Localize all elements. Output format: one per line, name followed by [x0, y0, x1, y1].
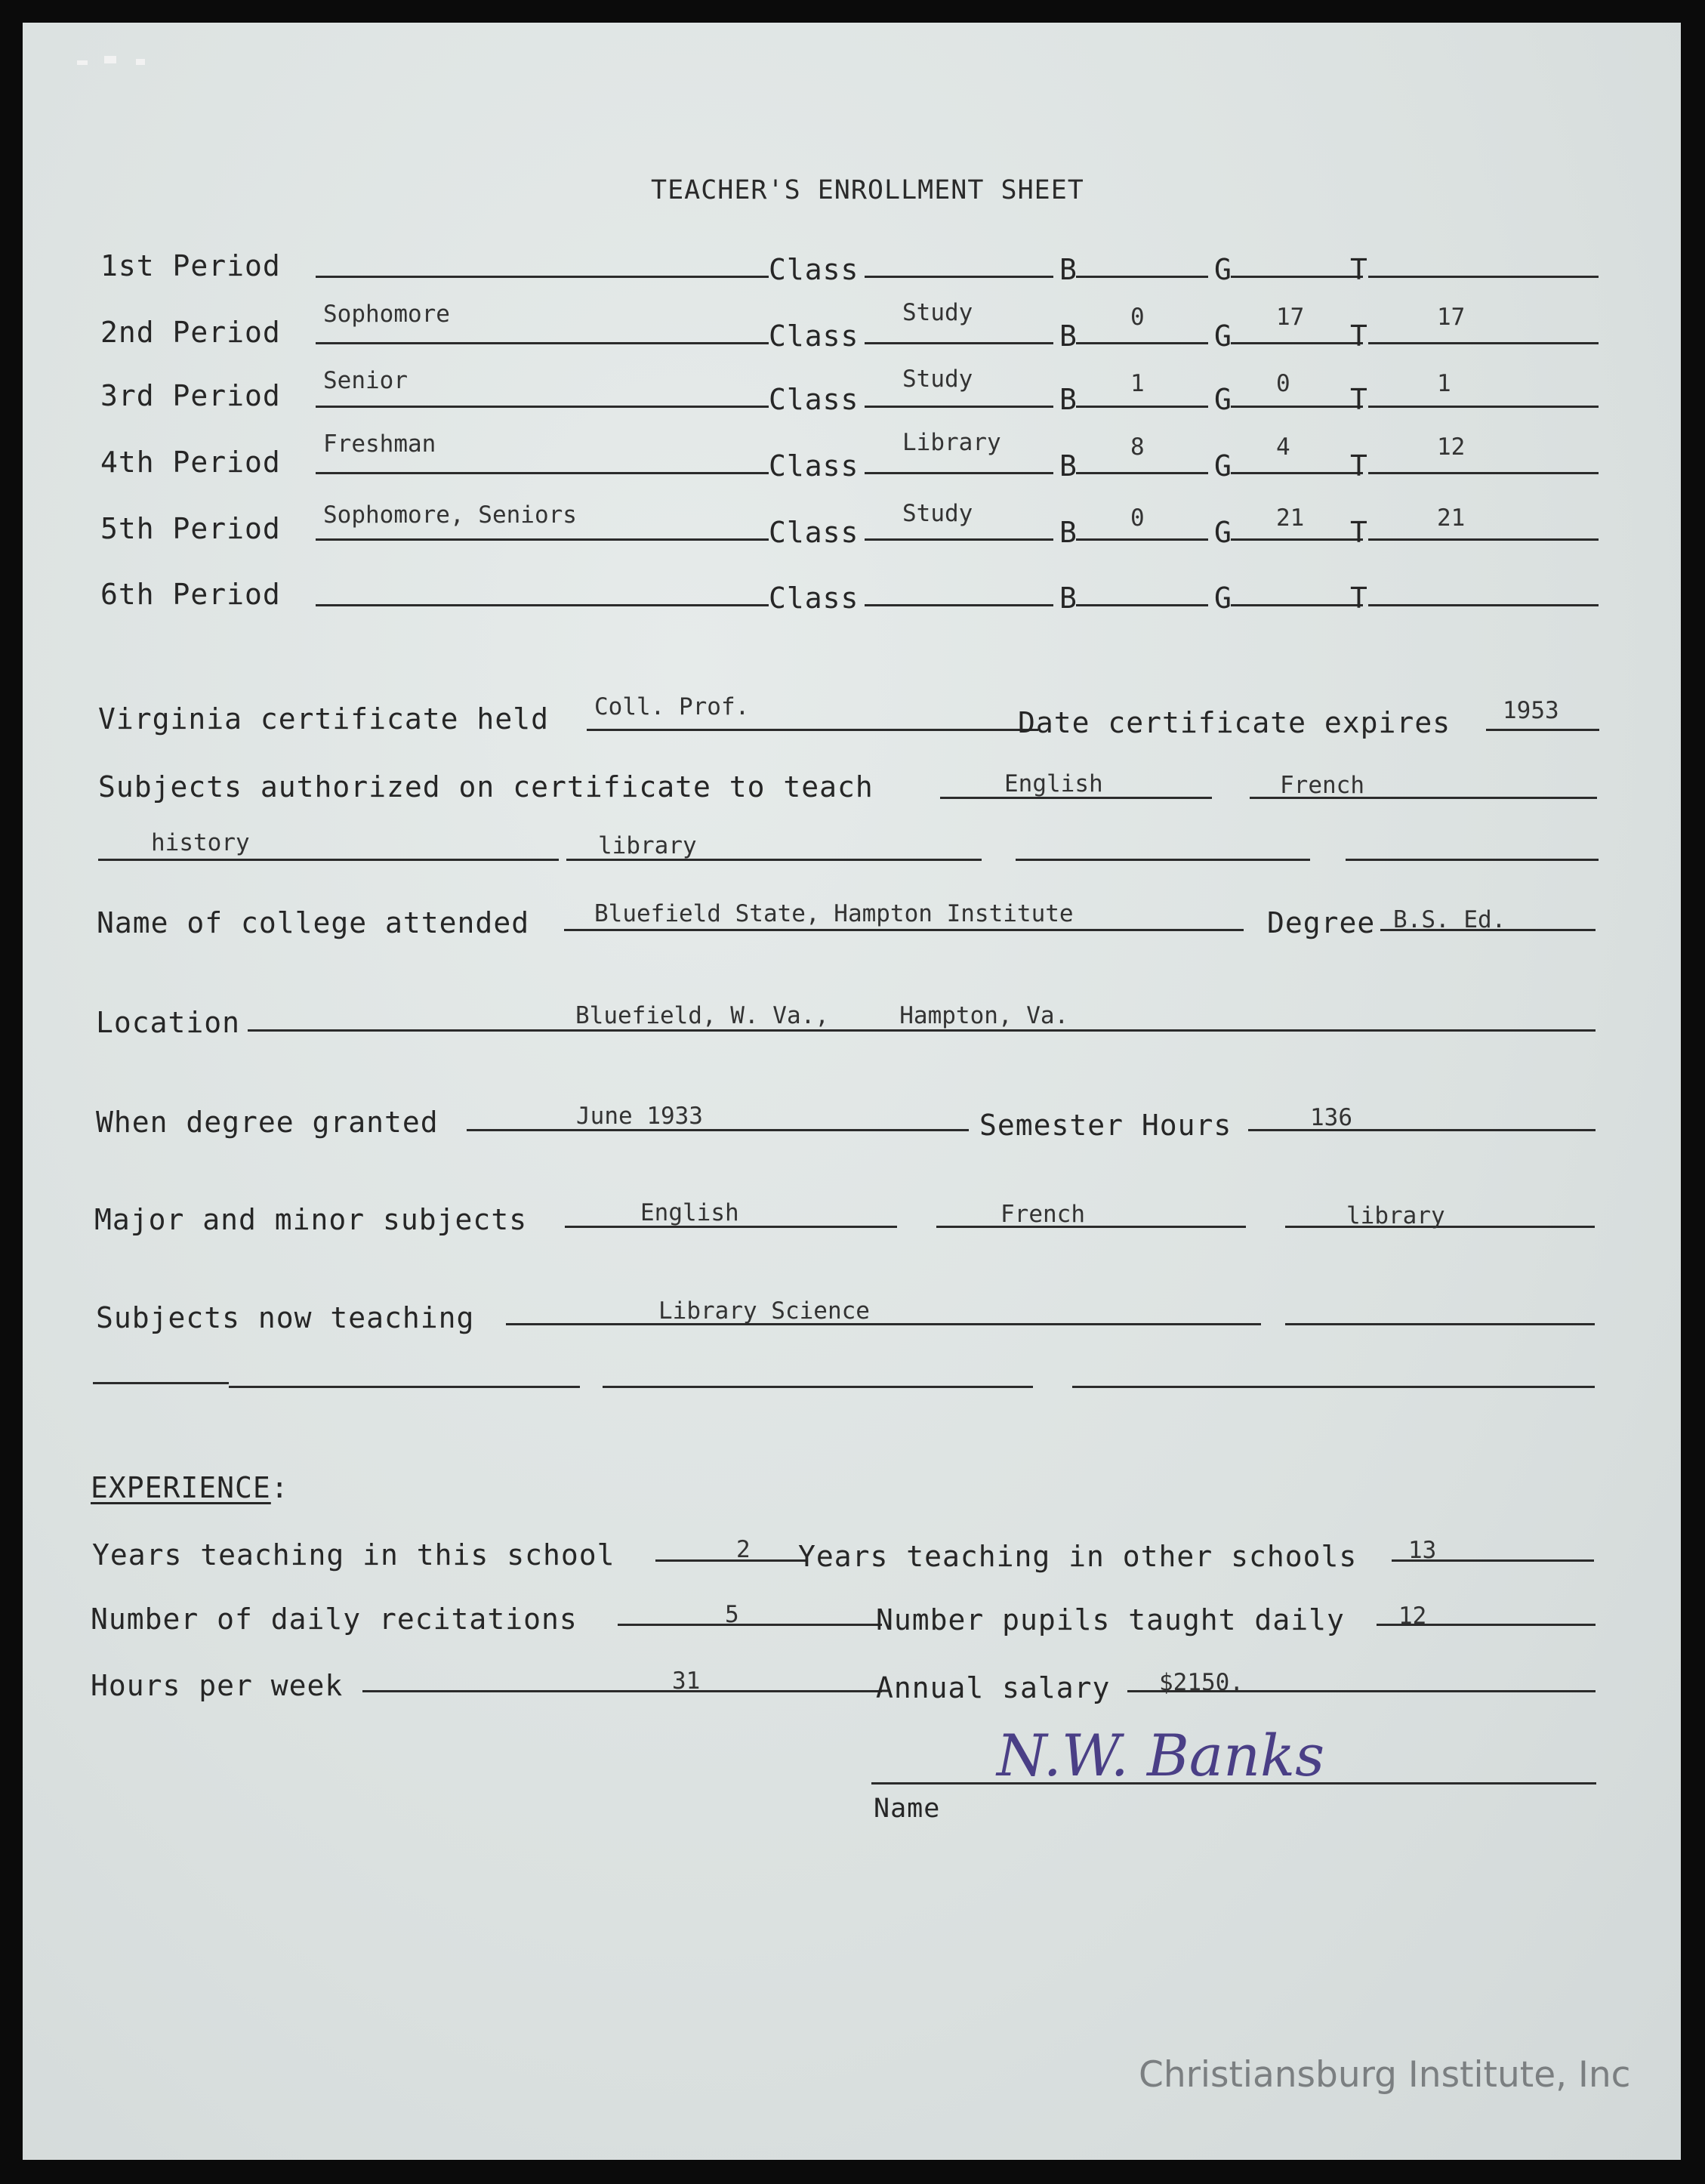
period-boys: 0 [1130, 304, 1145, 331]
period-label: 6th Period [100, 578, 281, 611]
college-value: Bluefield State, Hampton Institute [594, 900, 1074, 927]
period-label: 3rd Period [100, 379, 281, 412]
b-label: B [1059, 449, 1078, 483]
class-label: Class [769, 253, 859, 286]
t-label: T [1350, 319, 1368, 353]
t-line [1368, 342, 1599, 344]
name-label: Name [874, 1794, 941, 1824]
b-label: B [1059, 253, 1078, 286]
signature: N.W. Banks [997, 1722, 1325, 1789]
recitations-label: Number of daily recitations [91, 1603, 578, 1636]
major-minor-subject: library [1346, 1202, 1445, 1229]
class-label: Class [769, 581, 859, 615]
expires-line [1486, 729, 1599, 731]
t-label: T [1350, 383, 1368, 416]
pupils-value: 12 [1398, 1603, 1427, 1630]
period-class: Study [902, 299, 973, 326]
subject-authorized: English [1004, 770, 1103, 797]
t-line [1368, 538, 1599, 541]
college-label: Name of college attended [97, 906, 530, 939]
t-line [1368, 472, 1599, 474]
t-label: T [1350, 516, 1368, 549]
semester-hours-value: 136 [1310, 1104, 1352, 1131]
period-class: Study [902, 366, 973, 393]
blank-line [229, 1386, 580, 1388]
blank-line [603, 1386, 1033, 1388]
period-label: 4th Period [100, 446, 281, 479]
now-teaching-line [1285, 1323, 1595, 1325]
form-title: TEACHER'S ENROLLMENT SHEET [651, 175, 1084, 205]
b-line [1076, 538, 1208, 541]
period-total: 17 [1437, 304, 1466, 331]
g-label: G [1214, 253, 1232, 286]
g-line [1231, 538, 1363, 541]
period-boys: 0 [1130, 504, 1145, 532]
period-boys: 1 [1130, 370, 1145, 397]
b-label: B [1059, 319, 1078, 353]
certificate-label: Virginia certificate held [98, 702, 549, 736]
g-line [1231, 406, 1363, 408]
period-girls: 0 [1276, 370, 1290, 397]
period-label: 5th Period [100, 512, 281, 545]
t-line [1368, 406, 1599, 408]
b-line [1076, 406, 1208, 408]
period-students-line [316, 472, 769, 474]
b-label: B [1059, 581, 1078, 615]
degree-granted-label: When degree granted [96, 1106, 439, 1139]
class-line [865, 604, 1053, 606]
degree-label: Degree [1267, 906, 1376, 939]
period-students-line [316, 342, 769, 344]
years-this-line [655, 1559, 806, 1562]
class-line [865, 406, 1053, 408]
now-teaching-label: Subjects now teaching [96, 1301, 475, 1334]
hours-label: Hours per week [91, 1669, 344, 1702]
g-line [1231, 342, 1363, 344]
major-minor-line [936, 1226, 1246, 1228]
period-class: Study [902, 500, 973, 527]
t-label: T [1350, 449, 1368, 483]
class-line [865, 342, 1053, 344]
years-other-label: Years teaching in other schools [798, 1540, 1358, 1573]
certificate-line [587, 729, 1038, 731]
paper-mark [77, 60, 88, 65]
subject-line [1346, 859, 1599, 861]
years-this-value: 2 [736, 1536, 751, 1563]
class-label: Class [769, 449, 859, 483]
subject-line [98, 859, 559, 861]
period-students: Senior [323, 367, 408, 394]
period-students-line [316, 538, 769, 541]
period-girls: 17 [1276, 304, 1305, 331]
blank-line [1072, 1386, 1595, 1388]
watermark-text: Christiansburg Institute, Inc [1139, 2054, 1631, 2096]
t-line [1368, 276, 1599, 278]
paper-mark [104, 56, 116, 63]
t-label: T [1350, 253, 1368, 286]
subject-authorized: library [598, 832, 697, 859]
b-line [1076, 472, 1208, 474]
period-students-line [316, 604, 769, 606]
degree-granted-value: June 1933 [576, 1103, 703, 1130]
experience-label: EXPERIENCE [91, 1471, 271, 1504]
g-label: G [1214, 383, 1232, 416]
t-line [1368, 604, 1599, 606]
recitations-value: 5 [725, 1601, 739, 1628]
expires-value: 1953 [1503, 697, 1559, 724]
period-class: Library [902, 429, 1001, 456]
g-label: G [1214, 319, 1232, 353]
college-line [564, 929, 1244, 931]
location-line [248, 1029, 1596, 1032]
b-label: B [1059, 383, 1078, 416]
class-label: Class [769, 383, 859, 416]
period-students: Freshman [323, 430, 436, 458]
certificate-value: Coll. Prof. [594, 693, 750, 720]
class-line [865, 276, 1053, 278]
hours-value: 31 [672, 1667, 701, 1695]
b-label: B [1059, 516, 1078, 549]
blank-line [93, 1382, 229, 1384]
period-boys: 8 [1130, 433, 1145, 461]
major-minor-subject: English [640, 1199, 739, 1226]
years-other-value: 13 [1408, 1537, 1437, 1564]
period-girls: 21 [1276, 504, 1305, 532]
period-students-line [316, 276, 769, 278]
now-teaching-line [506, 1323, 1261, 1325]
class-line [865, 472, 1053, 474]
subjects-authorized-label: Subjects authorized on certificate to teach [98, 770, 874, 804]
paper-mark [136, 59, 145, 65]
subject-line [1016, 859, 1310, 861]
b-line [1076, 342, 1208, 344]
period-total: 1 [1437, 370, 1451, 397]
class-label: Class [769, 319, 859, 353]
hours-line [362, 1690, 882, 1692]
b-line [1076, 604, 1208, 606]
b-line [1076, 276, 1208, 278]
degree-granted-line [467, 1129, 969, 1131]
location-label: Location [96, 1006, 241, 1039]
period-girls: 4 [1276, 433, 1290, 461]
salary-label: Annual salary [876, 1671, 1111, 1704]
g-line [1231, 276, 1363, 278]
g-line [1231, 472, 1363, 474]
years-this-label: Years teaching in this school [92, 1538, 615, 1572]
period-label: 2nd Period [100, 316, 281, 349]
g-label: G [1214, 449, 1232, 483]
major-minor-label: Major and minor subjects [94, 1203, 528, 1236]
period-total: 21 [1437, 504, 1466, 532]
class-line [865, 538, 1053, 541]
expires-label: Date certificate expires [1018, 706, 1451, 739]
period-students-line [316, 406, 769, 408]
subject-authorized: history [151, 829, 250, 856]
semester-hours-label: Semester Hours [979, 1109, 1232, 1142]
degree-value: B.S. Ed. [1393, 906, 1506, 933]
period-total: 12 [1437, 433, 1466, 461]
major-minor-subject: French [1000, 1201, 1085, 1228]
document-sheet [23, 23, 1681, 2160]
now-teaching-value: Library Science [658, 1297, 870, 1325]
period-students: Sophomore, Seniors [323, 501, 577, 529]
recitations-line [618, 1624, 882, 1626]
location-value: Bluefield, W. Va., Hampton, Va. [575, 1002, 1069, 1029]
g-label: G [1214, 516, 1232, 549]
subject-authorized: French [1280, 772, 1364, 799]
experience-heading: EXPERIENCE: [91, 1471, 289, 1504]
period-label: 1st Period [100, 249, 281, 282]
g-line [1231, 604, 1363, 606]
salary-value: $2150. [1159, 1669, 1244, 1696]
pupils-label: Number pupils taught daily [876, 1603, 1345, 1636]
class-label: Class [769, 516, 859, 549]
semester-hours-line [1248, 1129, 1596, 1131]
period-students: Sophomore [323, 301, 450, 328]
g-label: G [1214, 581, 1232, 615]
t-label: T [1350, 581, 1368, 615]
